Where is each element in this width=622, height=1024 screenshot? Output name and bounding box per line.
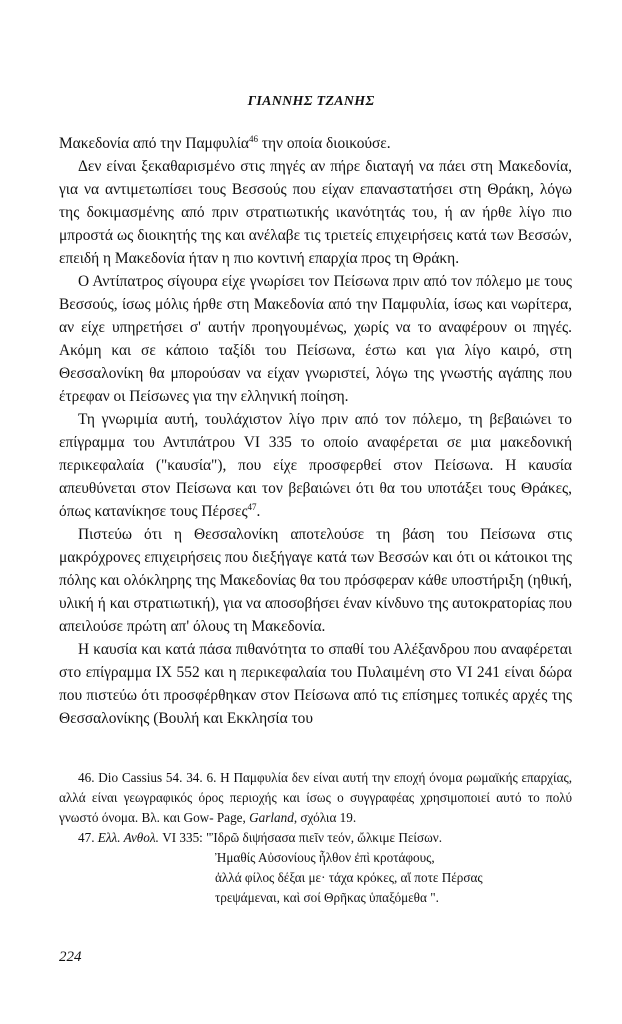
main-text bbox=[59, 132, 572, 730]
paragraph-5: Πιστεύω ότι η Θεσσαλονίκη αποτελούσε τη βάση του Πείσωνα στις μακρόχρονες επιχειρήσεις που διεξήγαγε κατά των Βεσσών και ότι οι κάτοικοι της πόλης και ολόκληρης της Μακεδονίας θα του πρόσφεραν κάθε υποστήριξη (ηθική, υλική ή και στρατιωτική), για να αποσοβήσει έναν κίνδυνο της αυτοκρατορίας που απειλούσε πρώτη απ' όλους τη Μακεδονία. bbox=[59, 526, 572, 635]
verse-line-1: "Ἰδρῶ διψήσασα πιεῖν τεόν, ὤλκιμε Πείσων. bbox=[206, 830, 443, 845]
verse-block bbox=[59, 848, 572, 908]
paragraph-2: Δεν είναι ξεκαθαρισμένο στις πηγές αν πήρε διαταγή να πάει στη Μακεδονία, για να αντιμετωπίσει τους Βεσσούς που είχαν επαναστατήσει στη Θράκη, λόγω της δοκιμασμένης από πριν στρατιωτικής ικανότητάς του, ή αν ήρθε λίγο πιο μπροστά ως διοικητής της και ανέλαβε τις τριετείς επιχειρήσεις κατά των Βεσσών, επειδή η Μακεδονία ήταν η πιο κοντινή επαρχία προς τη Θράκη. bbox=[59, 158, 572, 267]
verse-line-2: Ἠμαθίς Αὐσονίους ἦλθον ἐπὶ κροτάφους, bbox=[215, 850, 435, 865]
running-header: ΓΙΑΝΝΗΣ ΤΖΑΝΗΣ bbox=[247, 94, 375, 109]
footnotes bbox=[59, 768, 572, 908]
page-number: 224 bbox=[59, 949, 82, 965]
paragraph-1: Μακεδονία από την Παμφυλία$^{46}$ την οποία διοικούσε. bbox=[59, 133, 391, 152]
source-abbrev: Ελλ. Ανθολ. bbox=[97, 830, 159, 845]
footnote-46: 46. Dio Cassius 54. 34. 6. Η Παμφυλία δεν είναι αυτή την εποχή όνομα ρωμαϊκής επαρχίας, αλλά είναι γεωγραφικός όρος περιοχής και ίσως ο συγγραφέας χρησιμοποιεί αυτό το πολύ γνωστό όνομα. Βλ. και Gow- Page, Garland, σχόλια 19. bbox=[59, 770, 572, 825]
verse-line-4: τρεψάμεναι, καὶ σοί Θρῆκας ὑπαξόμεθα ". bbox=[215, 890, 439, 905]
footnote-47: 47. Ελλ. Ανθολ. VI 335: "Ἰδρῶ διψήσασα πιεῖν τεόν, ὤλκιμε Πείσων. Ἠμαθίς Αὐσονίους ἦλθον ἐπὶ κροτάφους, ἀλλά φίλος δέξαι με· τάχα κρόκες, αἵ ποτε Πέρσας τρεψάμεναι, καὶ σοί Θρῆκας ὑπαξόμεθα ". bbox=[59, 828, 572, 908]
paragraph-3: Ο Αντίπατρος σίγουρα είχε γνωρίσει τον Πείσωνα πριν από τον πόλεμο με τους Βεσσούς, ίσως μόλις ήρθε στη Μακεδονία από την Παμφυλία, ίσως και νωρίτερα, αν είχε υπηρετήσει σ' αυτήν προηγουμένως, χωρίς να το αναφέρουν οι πηγές. Ακόμη και σε κάποιο ταξίδι του Πείσωνα, έστω και για λίγο καιρό, στη Θεσσαλονίκη θα μπορούσαν να είχαν γνωριστεί, λόγω της γνωστής αγάπης που έτρεφαν οι Πείσωνες για την ελληνική ποίηση. bbox=[59, 273, 572, 405]
footnote-ref-47[interactable]: 47 bbox=[247, 501, 257, 512]
paragraph-6: Η καυσία και κατά πάσα πιθανότητα το σπαθί του Αλέξανδρου που αναφέρεται στο επίγραμμα IX 552 και η περικεφαλαία του Πυλαιμένη στο VI 241 είναι δώρα που πιστεύω ότι προσφέρθηκαν στον Πείσωνα από τις επίσημες τοπικές αρχές της Θεσσαλονίκης (Βουλή και Εκκλησία του bbox=[59, 641, 572, 727]
footnote-ref-46[interactable]: 46 bbox=[248, 133, 258, 144]
verse-line-3: ἀλλά φίλος δέξαι με· τάχα κρόκες, αἵ ποτε Πέρσας bbox=[215, 870, 483, 885]
work-title: Garland bbox=[249, 810, 294, 825]
paragraph-4: Τη γνωριμία αυτή, τουλάχιστον λίγο πριν από τον πόλεμο, τη βεβαιώνει το επίγραμμα του Αντιπάτρου VI 335 το οποίο αναφέρεται σε μια μακεδονική περικεφαλαία ("καυσία"), που είχε προσφερθεί στον Πείσωνα. Η καυσία απευθύνεται στον Πείσωνα και τον βεβαιώνει ότι θα του υποτάξει τους Θράκες, όπως κατανίκησε τους Πέρσες$^{47}$. bbox=[59, 411, 572, 520]
